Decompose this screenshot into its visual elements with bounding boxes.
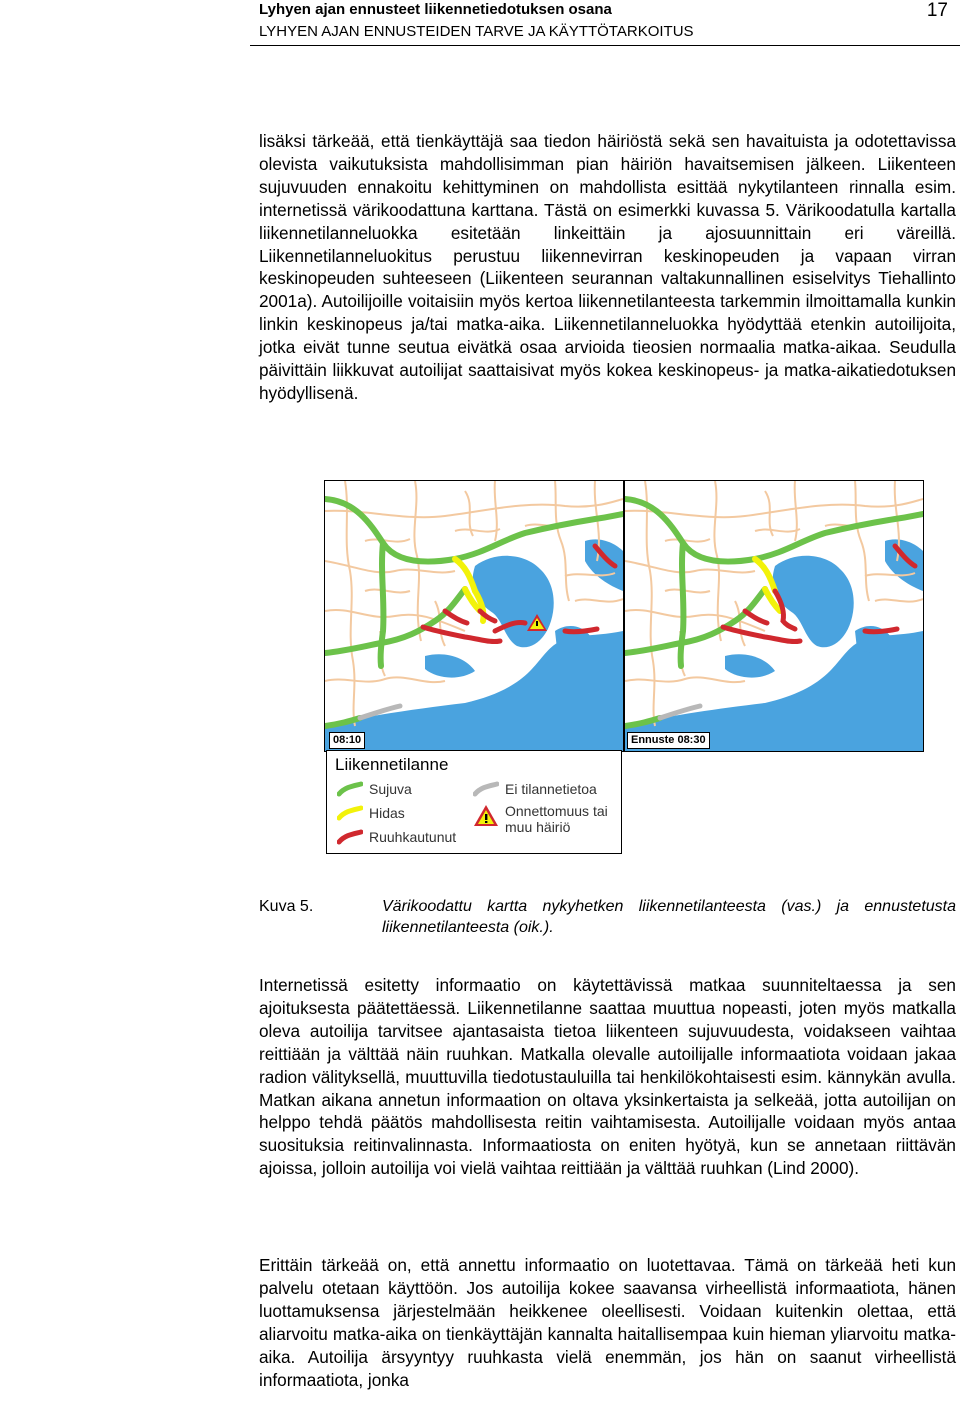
legend-label-no-data: Ei tilannetietoa <box>505 781 597 797</box>
figure-caption-text: Värikoodattu kartta nykyhetken liikennetilanteesta (vas.) ja ennustetusta liikennetilanteesta (oik.). <box>382 898 956 936</box>
figure-traffic-maps <box>324 480 924 860</box>
legend-item-congested <box>337 829 477 847</box>
accident-icon <box>473 803 499 829</box>
figure-caption-label: Kuva 5. <box>259 898 314 915</box>
map-current-time-label: 08:10 <box>329 732 365 749</box>
map-current <box>324 480 624 752</box>
body-paragraph-3: Erittäin tärkeää on, että annettu informaatio on luotettavaa. Tämä on tärkeää heti kun palvelu otetaan käyttöön. Jos autoilija kokee saavansa virheellistä informaatiota, hänen luottamuksensa järjestelmään heikkenee oleellisesti. Voidaan kuitenkin olettaa, että aliarvoitu matka-aika on tienkäyttäjän kannalta haitallisempaa kuin hieman yliarvoitu matka-aika. Autoilija ärsyyntyy ruuhkasta vielä enemmän, jos hän on saanut virheellistä informaatiota, jonka <box>259 1255 956 1390</box>
legend-item-smooth <box>337 781 467 799</box>
legend-item-accident <box>473 803 618 843</box>
header-subtitle: LYHYEN AJAN ENNUSTEIDEN TARVE JA KÄYTTÖTARKOITUS <box>259 23 694 40</box>
smooth-swatch-icon <box>337 781 363 797</box>
page-number: 17 <box>926 0 948 21</box>
map-current-graphic <box>325 481 623 751</box>
body-paragraph-2: Internetissä esitetty informaatio on käytettävissä matkaa suunniteltaessa ja sen ajoituksesta päätettäessä. Liikennetilanne saattaa muuttua nopeasti, joten myös matkalla oleva autoilija tarvitsee ajantasaista tietoa liikenteen sujuvuudesta, voidakseen vaihtaa reittiään ja välttää näin ruuhkan. Matkalla olevalle autoilijalle informaatiota voidaan jakaa radion välityksellä, muuttuvilla tiedotustauluilla tai henkilökohtaisesti esim. kännykän avulla. Matkan aikana annetun informaation on oltava yksinkertaista ja selkeää, jotta autoilijan on helppo tehdä päätös mahdollisesta reitin vaihtamisesta. Autoilijalle voidaan myös antaa suosituksia reitinvalinnasta. Informaatiosta on eniten hyötyä, kun se annetaan riittävän ajoissa, jolloin autoilija voi vielä vaihtaa reittiään ja välttää ruuhkan (Lind 2000). <box>259 975 956 1179</box>
header-title: Lyhyen ajan ennusteet liikennetiedotuksen osana <box>259 1 612 18</box>
map-forecast-graphic <box>625 481 923 751</box>
legend-item-slow <box>337 805 467 823</box>
legend-item-no-data <box>473 781 618 799</box>
map-legend <box>326 750 622 854</box>
map-forecast <box>624 480 924 752</box>
body-paragraph-1: lisäksi tärkeää, että tienkäyttäjä saa tiedon häiriöstä sekä sen havaituista ja odotettavissa olevista vaikutuksista mahdollisimman pian häiriön havaitsemisen jälkeen. Liikenteen sujuvuuden ennakoitu kehittyminen on mahdollista esittää nykytilanteen rinnalla esim. internetissä värikoodattuna karttana. Tästä on esimerkki kuvassa 5. Värikoodatulla kartalla liikennetilanneluokka esitetään linkeittäin ja ajosuunnittain eri väreillä. Liikennetilanneluokitus perustuu liikennevirran keskinopeuden ja vapaan virran keskinopeuden suhteeseen (Liikenteen seurannan valtakunnallinen esiselvitys Tiehallinto 2001a). Autoilijoille voitaisiin myös kertoa liikennetilanteesta tarkemmin ilmoittamalla kunkin linkin keskinopeus ja/tai matka-aika. Liikennetilanneluokka hyödyttää etenkin autoilijoita, jotka eivät tunne seutua eivätkä osaa arvioida tieosien normaalia matka-aikaa. Seudulla päivittäin liikkuvat autoilijat saattaisivat myös kokea keskinopeus- ja matka-aikatiedotuksen hyödyllisenä. <box>259 131 956 403</box>
header-divider <box>250 45 960 46</box>
no-data-swatch-icon <box>473 781 499 797</box>
legend-label-smooth: Sujuva <box>369 781 412 797</box>
congested-swatch-icon <box>337 829 363 845</box>
slow-swatch-icon <box>337 805 363 821</box>
legend-label-accident: Onnettomuus tai muu häiriö <box>505 803 608 835</box>
legend-label-congested: Ruuhkautunut <box>369 829 457 845</box>
map-forecast-time-label: Ennuste 08:30 <box>627 732 710 749</box>
legend-title: Liikennetilanne <box>335 755 449 774</box>
legend-label-slow: Hidas <box>369 805 405 821</box>
